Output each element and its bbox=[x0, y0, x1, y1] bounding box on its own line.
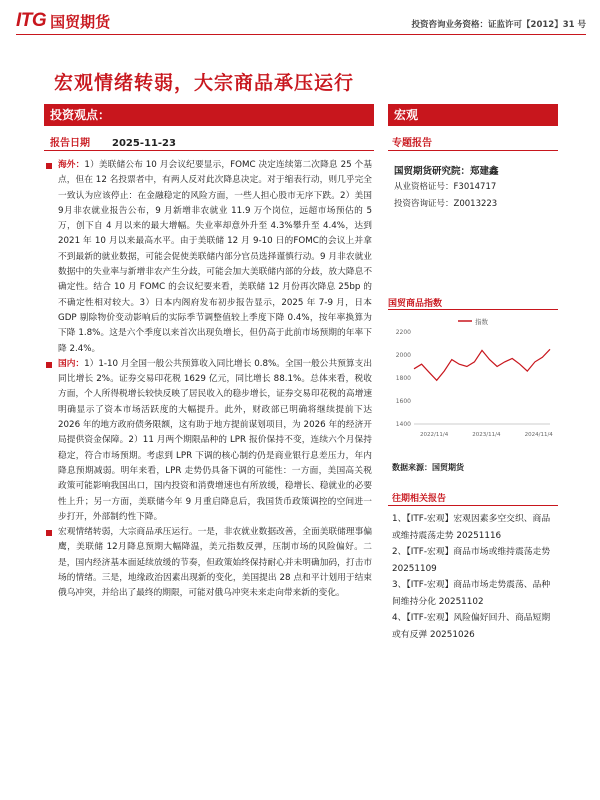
practice-cert-row bbox=[394, 180, 558, 192]
commodity-index-chart bbox=[388, 312, 558, 442]
right-divider bbox=[388, 150, 558, 151]
paragraph-summary bbox=[46, 525, 372, 601]
x-tick-label: 2023/11/4 bbox=[472, 432, 501, 438]
report-date-label: 报告日期 bbox=[50, 138, 90, 149]
report-type: 专题报告 bbox=[392, 138, 432, 149]
brand-logo bbox=[16, 10, 110, 32]
related-reports-heading: 往期相关报告 bbox=[392, 494, 447, 504]
report-title: 宏观情绪转弱，大宗商品承压运行 bbox=[54, 72, 355, 94]
logo-itg-text: ITG bbox=[16, 10, 47, 31]
paragraph-text: 1）1-10 月全国一般公共预算收入同比增长 0.8%。全国一般公共预算支出同比增长 2%。证券交易印花税 1629 亿元，同比增长 88.1%。总体来看，税收方面，个人所得税增长较快反映了居民收入的稳步增长，证券交易印花税的高增速明确显示了资本市场活跃度的大幅提升。此外，财政部已明确将继续提前下达 2026 年的地方政府债务限额，这有助于地方提前谋划项目，为 2026 年的经济开局提供资金保障。2）11 月两个期限品种的 LPR 报价保持不变，连续六个月保持稳定，符合市场预期。考虑到 LPR 下调的核心制约仍是商业银行息差压力，年内降息预期减弱。明年来看，LPR 走势仍具备下调的可能性：一方面，美国高关税政策可能影响我国出口，国内投资和消费增速也有所放缓，稳增长、稳就业的必要性上升；另一方面，美联储今年 9 月重启降息后，我国货币政策调控的空间进一步打开，外部制约性下降。 bbox=[58, 358, 373, 522]
paragraph-lead: 海外： bbox=[58, 160, 85, 170]
x-tick-label: 2022/11/4 bbox=[420, 432, 449, 438]
consult-cert-row bbox=[394, 197, 558, 209]
related-report-link[interactable]: 3、【ITF-宏观】商品市场走势震荡、品种间维持分化 20251102 bbox=[392, 580, 551, 607]
consult-cert-label: 投资咨询证号： bbox=[394, 199, 454, 209]
header-divider bbox=[16, 34, 586, 35]
x-tick-label: 2024/11/4 bbox=[524, 432, 553, 438]
consult-cert-number: Z0013223 bbox=[453, 199, 498, 209]
related-report-link[interactable]: 1、【ITF-宏观】宏观因素多空交织、商品或维持震荡走势 20251116 bbox=[392, 514, 551, 541]
bullet-icon bbox=[46, 163, 52, 169]
paragraph-lead: 国内： bbox=[58, 358, 85, 369]
chart-svg bbox=[388, 312, 558, 442]
logo-company-name: 国贸期货 bbox=[50, 12, 111, 31]
y-tick-label: 1800 bbox=[395, 375, 411, 382]
legend-label: 指数 bbox=[475, 318, 488, 326]
paragraph-overseas bbox=[46, 158, 372, 357]
data-source: 数据来源：国贸期货 bbox=[392, 463, 464, 472]
related-report-link[interactable]: 4、【ITF-宏观】风险偏好回升、商品短期或有反弹 20251026 bbox=[392, 613, 551, 640]
practice-cert-label: 从业资格证号： bbox=[394, 182, 454, 192]
y-tick-label: 2200 bbox=[395, 329, 411, 336]
related-report-link[interactable]: 2、【ITF-宏观】商品市场或维持震荡走势 20251109 bbox=[392, 547, 551, 574]
page-header bbox=[0, 0, 600, 40]
chart-title: 国贸商品指数 bbox=[388, 299, 443, 309]
related-reports-list bbox=[392, 511, 554, 643]
y-tick-label: 1400 bbox=[395, 421, 411, 428]
y-tick-label: 1600 bbox=[395, 398, 411, 405]
license-text: 投资咨询业务资格：证监许可【2012】31 号 bbox=[411, 20, 586, 30]
paragraph-text: 1）美联储公布 10 月会议纪要显示，FOMC 决定连续第二次降息 25 个基点，但在 12 名投票者中，有两人反对此次降息决定。对于缩表行动，则几乎完全一致认为应该停止：在金融稳定的风险方面，一些人担心股市无序下跌。2）美国9月非农就业报告公布，9 月新增非农就业 11.9 万个岗位，远超市场预估的 5 万，创下自 4 月以来的最大增幅。失业率却意外升至 4.3%攀升至 4.4%，达到 2021 年 10 月以来最高水平。由于美联储 12 月 9-10 日的FOMC的会议上并拿不到最新的就业数据，可能会促使美联储内部分官员选择谨慎行动。9 月非农就业数据中的失业率与新增非农产生分歧，可能会加大美联储内部的分歧，放大降息不确定性。结合 10 月 FOMC 的会议纪要来看，美联储 12 月份再次降息 25bp 的不确定性相对较大。3）日本内阁府发布初步报告显示，2025 年 7-9 月，日本 GDP 剔除物价变动影响后的实际季节调整值较上季度下降 0.4%，按年率换算为下降 1.8%。这是六个季度以来首次出现负增长，但仍高于此前市场预期的年率下降 2.4%。 bbox=[58, 160, 373, 354]
paragraph-text: 宏观情绪转弱，大宗商品承压运行。一是，非农就业数据改善，全面美联储理事偏鹰，美联储 12月降息预期大幅降温，美元指数反弹，压制市场的风险偏好。二是，国内经济基本面延续放缓的节奏，但政策始终保持耐心并未明确加码，打击市场的情绪。三是，地缘政治因素出现新的变化，美国提出 28 点和平计划用于结束俄乌冲突，并给出了最终的期限，可能对俄乌冲突未来走向带来新的变化。 bbox=[58, 527, 372, 599]
bullet-icon bbox=[46, 362, 52, 368]
bullet-icon bbox=[46, 530, 52, 536]
chart-divider bbox=[388, 309, 558, 310]
y-tick-label: 2000 bbox=[395, 352, 411, 359]
practice-cert-number: F3014717 bbox=[453, 182, 497, 192]
report-date-row bbox=[50, 134, 176, 149]
analyst-name: 国贸期货研究院：郑建鑫 bbox=[394, 166, 499, 177]
investment-view-heading: 投资观点： bbox=[44, 104, 374, 126]
date-divider bbox=[44, 150, 374, 151]
paragraph-domestic bbox=[46, 357, 372, 525]
related-divider bbox=[388, 505, 558, 506]
category-heading: 宏观 bbox=[388, 104, 558, 126]
body-text bbox=[46, 158, 372, 602]
report-date-value: 2025-11-23 bbox=[112, 138, 176, 149]
series-line bbox=[414, 349, 550, 380]
